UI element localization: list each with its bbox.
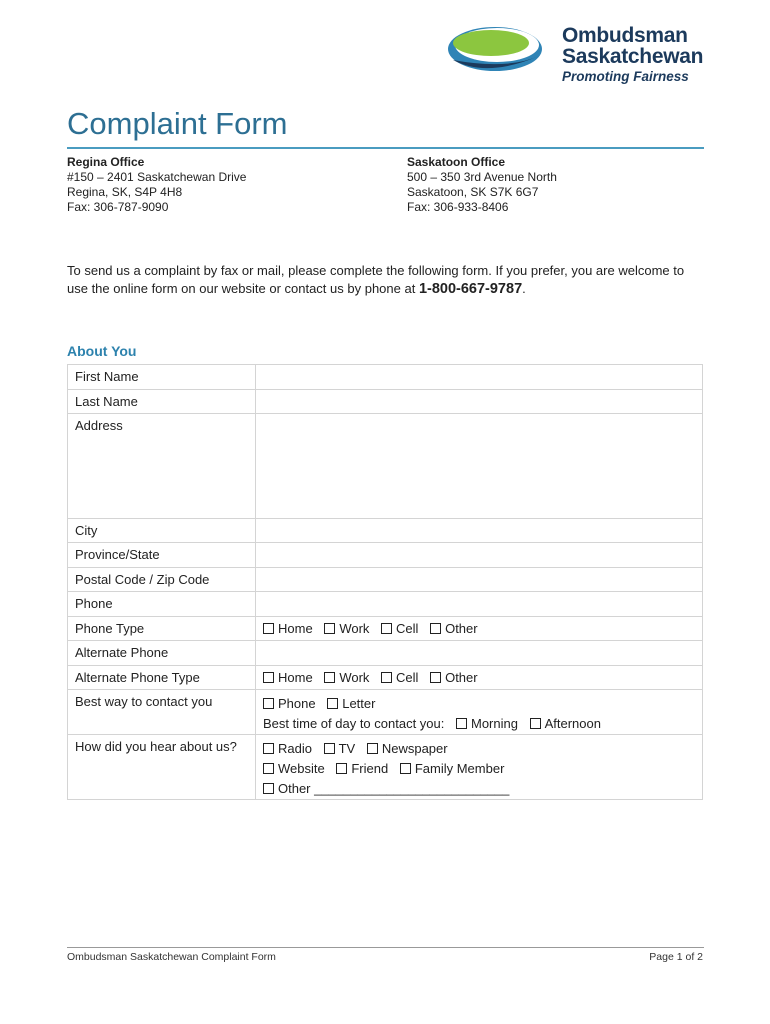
checkbox-icon[interactable] bbox=[530, 718, 541, 729]
checkbox-icon[interactable] bbox=[263, 672, 274, 683]
checkbox-option[interactable] bbox=[381, 670, 418, 685]
field-label: Alternate Phone bbox=[68, 641, 256, 666]
checkbox-icon[interactable] bbox=[456, 718, 467, 729]
option-label: Morning bbox=[471, 716, 518, 731]
regina-office-block bbox=[67, 155, 246, 215]
table-row bbox=[68, 735, 703, 800]
checkbox-option[interactable] bbox=[430, 670, 478, 685]
checkbox-option[interactable] bbox=[263, 761, 325, 776]
office-name: Regina Office bbox=[67, 155, 145, 169]
first-name-field[interactable] bbox=[256, 365, 703, 390]
checkbox-option[interactable] bbox=[263, 781, 509, 796]
logo-mark-icon bbox=[447, 22, 547, 74]
field-label: Postal Code / Zip Code bbox=[68, 568, 256, 592]
phone-type-options bbox=[256, 617, 703, 641]
option-label: Other ___________________________ bbox=[278, 781, 510, 796]
option-label: Work bbox=[339, 621, 370, 636]
checkbox-icon[interactable] bbox=[324, 672, 335, 683]
table-row bbox=[68, 543, 703, 568]
field-label: Address bbox=[68, 414, 256, 519]
referral-options-line bbox=[263, 739, 695, 759]
contact-method-options bbox=[256, 690, 703, 735]
checkbox-icon[interactable] bbox=[327, 698, 338, 709]
checkbox-option[interactable] bbox=[456, 716, 518, 731]
postal-code-field[interactable] bbox=[256, 568, 703, 592]
table-row bbox=[68, 414, 703, 519]
best-time-line bbox=[263, 714, 695, 734]
option-label: Other bbox=[445, 621, 478, 636]
table-row bbox=[68, 666, 703, 690]
checkbox-option[interactable] bbox=[430, 621, 478, 636]
checkbox-icon[interactable] bbox=[263, 698, 274, 709]
option-label: Cell bbox=[396, 670, 419, 685]
best-time-label: Best time of day to contact you: bbox=[263, 716, 445, 731]
checkbox-icon[interactable] bbox=[263, 623, 274, 634]
field-label: Best way to contact you bbox=[68, 690, 256, 735]
referral-options-line bbox=[263, 759, 695, 779]
field-label: Phone Type bbox=[68, 617, 256, 641]
option-label: Newspaper bbox=[381, 741, 448, 756]
last-name-field[interactable] bbox=[256, 390, 703, 414]
phone-field[interactable] bbox=[256, 592, 703, 617]
option-label: Website bbox=[278, 761, 325, 776]
checkbox-option[interactable] bbox=[324, 621, 369, 636]
field-label: First Name bbox=[68, 365, 256, 390]
table-row bbox=[68, 390, 703, 414]
checkbox-option[interactable] bbox=[327, 696, 375, 711]
logo-tagline: Promoting Fairness bbox=[562, 69, 689, 84]
checkbox-option[interactable] bbox=[336, 761, 388, 776]
table-row bbox=[68, 568, 703, 592]
checkbox-icon[interactable] bbox=[430, 672, 441, 683]
checkbox-option[interactable] bbox=[324, 741, 356, 756]
option-label: Family Member bbox=[414, 761, 505, 776]
option-label: Radio bbox=[278, 741, 312, 756]
table-row bbox=[68, 641, 703, 666]
checkbox-icon[interactable] bbox=[430, 623, 441, 634]
contact-options-line bbox=[263, 694, 695, 714]
field-label: Last Name bbox=[68, 390, 256, 414]
checkbox-icon[interactable] bbox=[381, 672, 392, 683]
table-row bbox=[68, 592, 703, 617]
table-row bbox=[68, 617, 703, 641]
field-label: Phone bbox=[68, 592, 256, 617]
checkbox-icon[interactable] bbox=[367, 743, 378, 754]
checkbox-icon[interactable] bbox=[263, 783, 274, 794]
intro-end: . bbox=[522, 281, 526, 296]
checkbox-icon[interactable] bbox=[263, 743, 274, 754]
alternate-phone-type-options bbox=[256, 666, 703, 690]
checkbox-option[interactable] bbox=[530, 716, 601, 731]
saskatoon-office-block bbox=[407, 155, 557, 215]
about-you-table bbox=[67, 364, 703, 800]
logo bbox=[447, 20, 717, 90]
option-label: Cell bbox=[396, 621, 419, 636]
option-label: Phone bbox=[278, 696, 316, 711]
field-label: How did you hear about us? bbox=[68, 735, 256, 800]
logo-org-name-line2: Saskatchewan bbox=[562, 45, 704, 68]
checkbox-option[interactable] bbox=[400, 761, 505, 776]
table-row bbox=[68, 690, 703, 735]
office-address-line2: Saskatoon, SK S7K 6G7 bbox=[407, 185, 539, 199]
checkbox-option[interactable] bbox=[367, 741, 448, 756]
table-row bbox=[68, 519, 703, 543]
address-field[interactable] bbox=[256, 414, 703, 519]
alternate-phone-field[interactable] bbox=[256, 641, 703, 666]
phone-number: 1-800-667-9787 bbox=[418, 281, 523, 297]
checkbox-icon[interactable] bbox=[324, 623, 335, 634]
office-fax: Fax: 306-787-9090 bbox=[67, 200, 169, 214]
checkbox-option[interactable] bbox=[263, 696, 316, 711]
field-label: City bbox=[68, 519, 256, 543]
checkbox-option[interactable] bbox=[263, 621, 313, 636]
option-label: Home bbox=[278, 670, 313, 685]
option-label: Other bbox=[445, 670, 478, 685]
checkbox-option[interactable] bbox=[263, 741, 312, 756]
option-label: Afternoon bbox=[544, 716, 601, 731]
page-title: Complaint Form bbox=[67, 106, 288, 141]
option-label: Letter bbox=[342, 696, 376, 711]
checkbox-icon[interactable] bbox=[324, 743, 335, 754]
checkbox-icon[interactable] bbox=[381, 623, 392, 634]
checkbox-option[interactable] bbox=[324, 670, 369, 685]
footer-page-number: Page 1 of 2 bbox=[649, 951, 703, 963]
office-name: Saskatoon Office bbox=[407, 155, 506, 169]
intro-text: To send us a complaint by fax or mail, please complete the following form. If you prefer, you are welcome to use the online form on our website or contact us by phone at bbox=[67, 263, 685, 296]
office-address-line2: Regina, SK, S4P 4H8 bbox=[67, 185, 183, 199]
logo-org-name-line1: Ombudsman bbox=[562, 24, 688, 47]
table-row bbox=[68, 365, 703, 390]
checkbox-icon[interactable] bbox=[263, 763, 274, 774]
referral-other-line bbox=[263, 779, 695, 799]
title-divider bbox=[67, 147, 704, 149]
section-heading-about-you: About You bbox=[67, 343, 137, 359]
checkbox-icon[interactable] bbox=[336, 763, 347, 774]
city-field[interactable] bbox=[256, 519, 703, 543]
checkbox-icon[interactable] bbox=[400, 763, 411, 774]
checkbox-option[interactable] bbox=[381, 621, 418, 636]
footer-document-title: Ombudsman Saskatchewan Complaint Form bbox=[67, 951, 276, 963]
option-label: Friend bbox=[351, 761, 389, 776]
checkbox-option[interactable] bbox=[263, 670, 313, 685]
option-label: Home bbox=[278, 621, 313, 636]
option-label: Work bbox=[339, 670, 370, 685]
footer-divider bbox=[67, 947, 704, 948]
referral-source-options bbox=[256, 735, 703, 800]
option-label: TV bbox=[338, 741, 356, 756]
intro-paragraph bbox=[67, 262, 707, 298]
office-fax: Fax: 306-933-8406 bbox=[407, 200, 509, 214]
office-address-line1: 500 – 350 3rd Avenue North bbox=[407, 170, 557, 184]
province-field[interactable] bbox=[256, 543, 703, 568]
office-address-line1: #150 – 2401 Saskatchewan Drive bbox=[67, 170, 247, 184]
field-label: Alternate Phone Type bbox=[68, 666, 256, 690]
field-label: Province/State bbox=[68, 543, 256, 568]
